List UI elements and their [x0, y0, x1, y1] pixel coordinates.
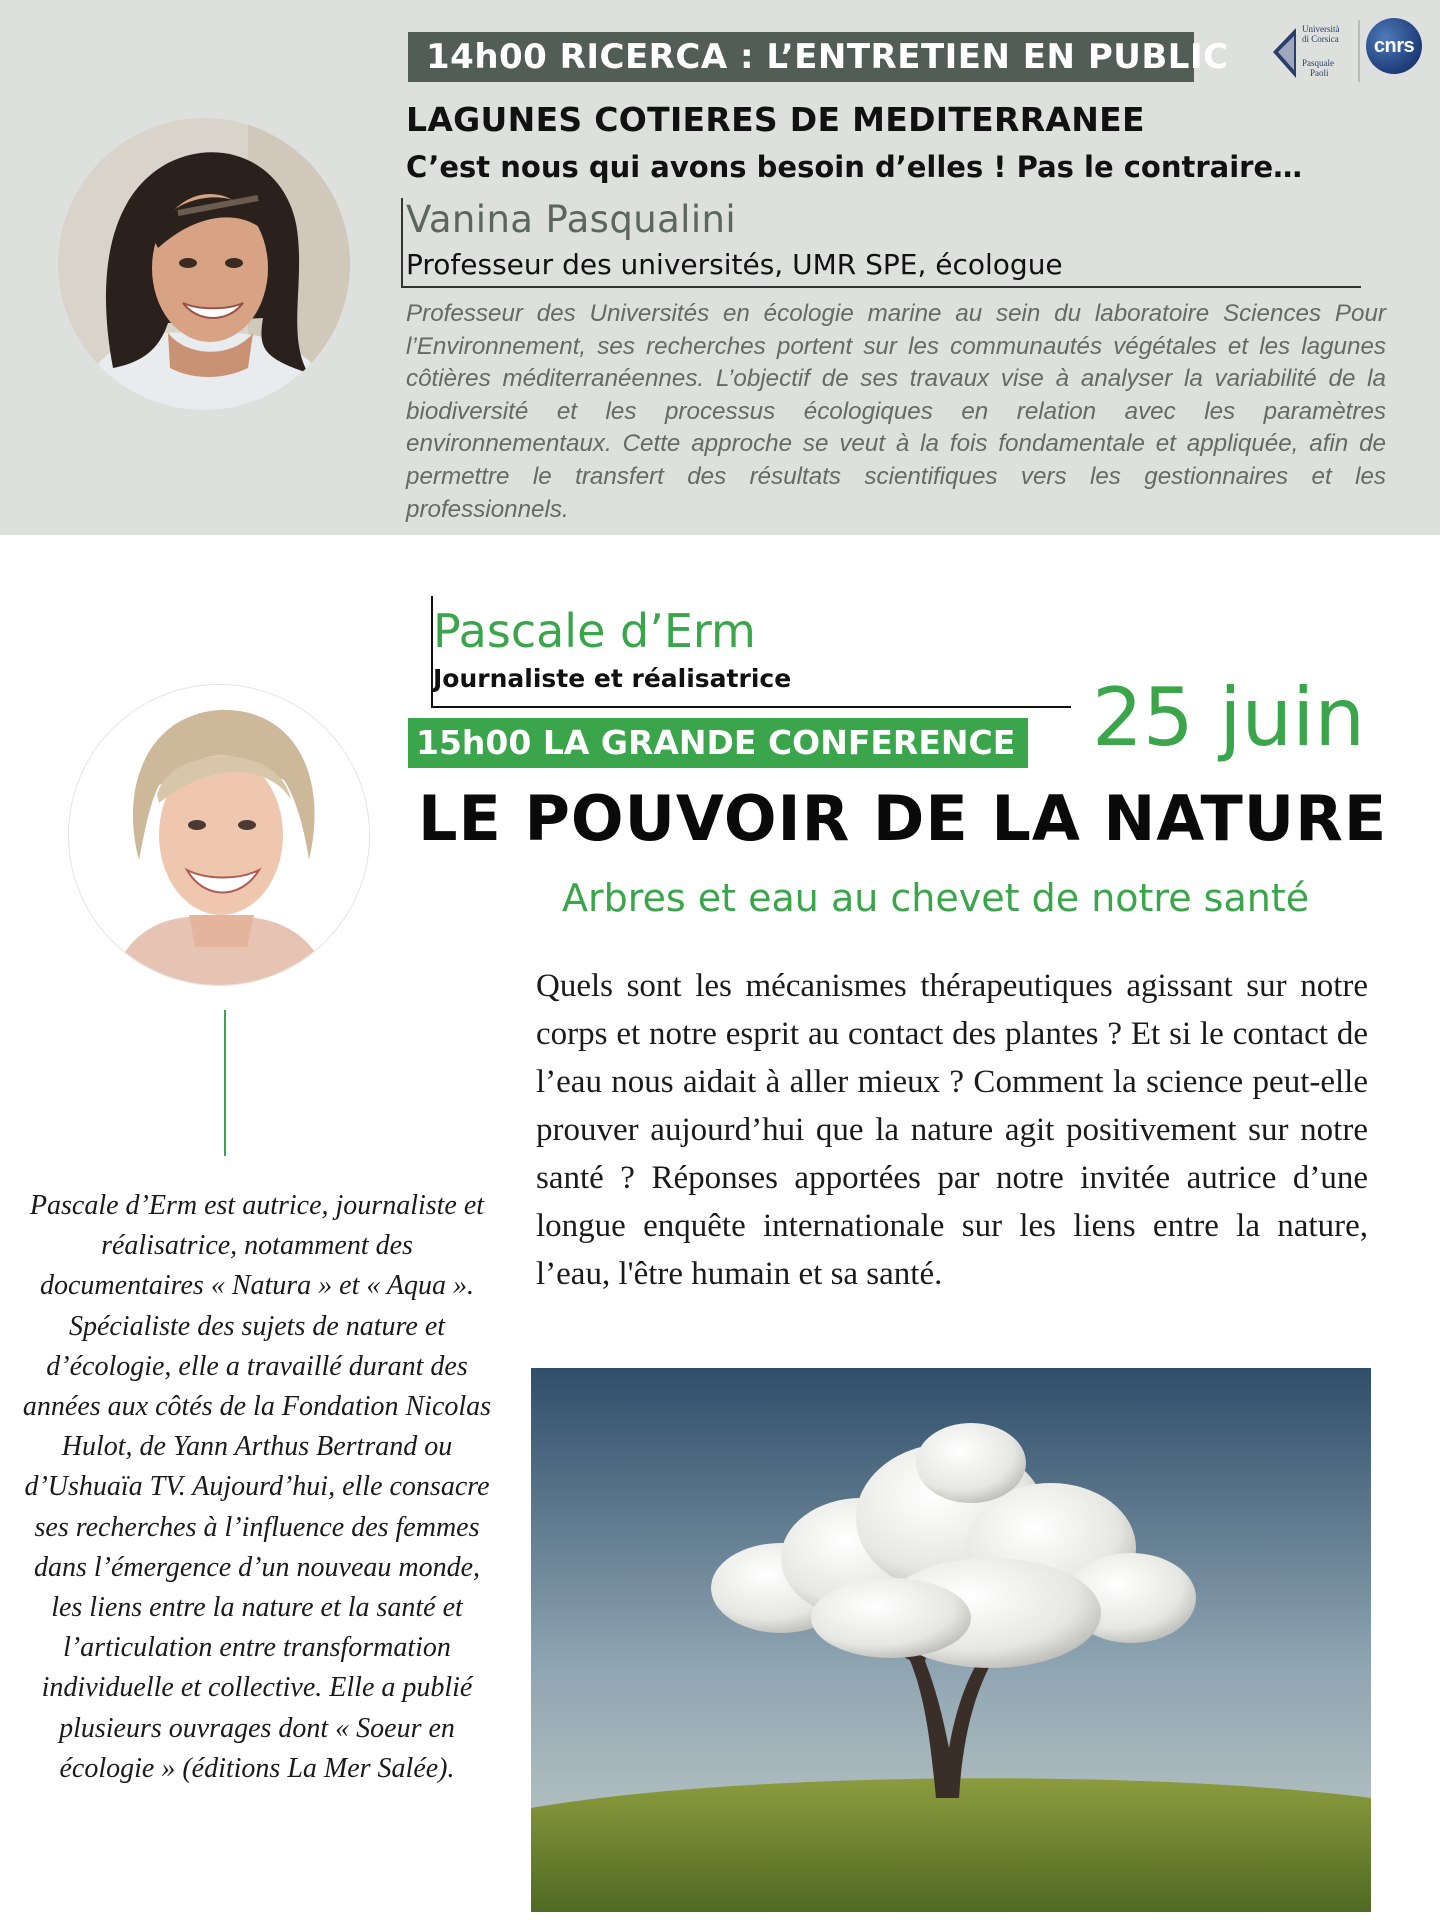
svg-text:Pasquale: Pasquale	[1302, 58, 1334, 68]
svg-text:Università: Università	[1302, 24, 1340, 34]
conference-title: LE POUVOIR DE LA NATURE	[418, 782, 1388, 855]
conference-subtitle: Arbres et eau au chevet de notre santé	[562, 876, 1310, 920]
green-divider-line	[224, 1010, 226, 1156]
event-date: 25 juin	[1092, 671, 1366, 764]
speaker1-bio: Professeur des Universités en écologie marine au sein du laboratoire Sciences Pour l’Environnement, ses recherches portent sur les communautés végétales et les lagunes côtières méditerranéennes. L’objectif de ses travaux vise à analyser la variabilité de la biodiversité et les processus écologiques en relation avec les paramètres environnementaux. Cette approche se veut à la fois fondamentale et appliquée, afin de permettre le transfert des résultats scientifiques vers les gestionnaires et les professionnels.	[406, 300, 1386, 523]
speaker2-name: Pascale d’Erm	[433, 604, 756, 658]
svg-text:di Corsica: di Corsica	[1302, 34, 1339, 44]
speaker1-role: Professeur des universités, UMR SPE, écologue	[406, 248, 1063, 281]
vanina-pasqualini-photo	[58, 118, 350, 410]
cloud-tree-photo	[531, 1368, 1371, 1912]
pascale-derm-photo	[68, 684, 370, 986]
session1-subtitle: C’est nous qui avons besoin d’elles ! Pas le contraire…	[406, 150, 1303, 184]
cnrs-logo: cnrs	[1366, 18, 1422, 74]
svg-text:Paoli: Paoli	[1310, 68, 1329, 78]
universita-di-corsica-logo	[1270, 18, 1366, 84]
session1-title: LAGUNES COTIERES DE MEDITERRANEE	[406, 100, 1145, 139]
speaker1-name: Vanina Pasqualini	[406, 198, 737, 241]
speaker2-role: Journaliste et réalisatrice	[433, 664, 792, 693]
logo-divider	[1358, 20, 1360, 82]
conference-description: Quels sont les mécanismes thérapeutiques agissant sur notre corps et notre esprit au contact des plantes ? Et si le contact de l’eau nous aidait à aller mieux ? Comment la science peut-elle prouver aujourd’hui que la nature agit positivement sur notre santé ? Réponses apportées par notre invitée autrice d’une longue enquête internationale sur les liens entre la nature, l’eau, l'être humain et sa santé.	[536, 968, 1368, 1292]
conference-time-badge: 15h00 LA GRANDE CONFERENCE	[408, 718, 1028, 768]
session-time-badge: 14h00 RICERCA : L’ENTRETIEN EN PUBLIC	[408, 32, 1194, 82]
speaker2-bio: Pascale d’Erm est autrice, journaliste et réalisatrice, notamment des documentaires « Natura » et « Aqua ». Spécialiste des sujets de nature et d’écologie, elle a travaillé durant des années aux côtés de la Fondation Nicolas Hulot, de Yann Arthus Bertrand ou d’Ushuaïa TV. Aujourd’hui, elle consacre ses recherches à l’influence des femmes dans l’émergence d’un nouveau monde, les liens entre la nature et la santé et l’articulation entre transformation individuelle et collective. Elle a publié plusieurs ouvrages dont « Soeur en écologie » (éditions La Mer Salée).	[22, 1190, 492, 1784]
